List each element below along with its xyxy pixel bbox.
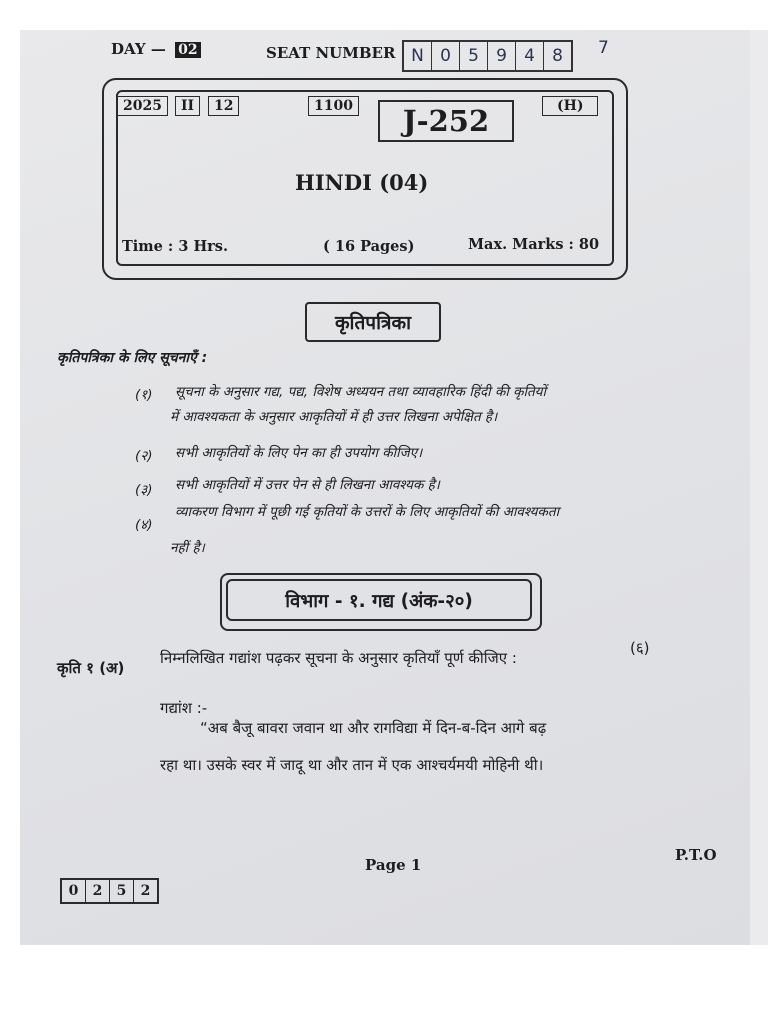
instruction-text: नहीं है। — [170, 540, 205, 556]
seat-digit: 8 — [552, 46, 563, 66]
page-count: ( 16 Pages) — [323, 238, 415, 255]
day-label: DAY — — [111, 40, 166, 58]
seat-number-boxes — [402, 40, 573, 72]
day-field — [111, 40, 201, 58]
seat-digit: 9 — [488, 42, 516, 70]
code-digit: 2 — [86, 880, 110, 902]
please-turn-over: P.T.O — [675, 846, 717, 864]
code-digit: 5 — [110, 880, 134, 902]
passage-text: “अब बैजू बावरा जवान था और रागविद्या में दिन-ब-दिन आगे बढ़ — [200, 719, 547, 737]
section-title: विभाग - १. गद्य (अंक-२०) — [226, 579, 532, 621]
seat-number-label: SEAT NUMBER — [266, 44, 396, 62]
exam-code-box: 1100 — [308, 96, 359, 116]
year-box: 2025 — [117, 96, 168, 116]
day-value: 02 — [175, 42, 200, 58]
page-number: Page 1 — [365, 856, 422, 874]
code-digit: 0 — [62, 880, 86, 902]
instruction-text: सूचना के अनुसार गद्य, पद्य, विशेष अध्ययन तथा व्यावहारिक हिंदी की कृतियों — [175, 384, 546, 400]
max-marks: Max. Marks : 80 — [468, 236, 600, 253]
passage-text: रहा था। उसके स्वर में जादू था और तान में एक आश्चर्यमयी मोहिनी थी। — [160, 756, 544, 774]
medium-box: (H) — [542, 96, 598, 116]
time-allowed: Time : 3 Hrs. — [122, 238, 229, 255]
question-paper-page — [20, 30, 750, 945]
date-box: 12 — [208, 96, 239, 116]
instruction-number: (४) — [135, 517, 153, 533]
passage-label: गद्यांश :- — [160, 699, 208, 717]
instructions-heading: कृतिपत्रिका के लिए सूचनाएँ : — [57, 350, 208, 366]
subject-title: HINDI (04) — [295, 170, 429, 195]
instruction-number: (१) — [135, 387, 153, 403]
seat-digit: 5 — [460, 42, 488, 70]
instruction-text: सभी आकृतियों के लिए पेन का ही उपयोग कीजिए। — [175, 445, 423, 461]
instruction-number: (३) — [135, 482, 153, 498]
question-label: कृति १ (अ) — [57, 659, 125, 677]
paper-code-boxes — [60, 878, 159, 904]
seat-digit-extra: 7 — [598, 38, 609, 58]
question-marks: (६) — [630, 639, 650, 657]
question-text: निम्नलिखित गद्यांश पढ़कर सूचना के अनुसार कृतियाँ पूर्ण कीजिए : — [160, 649, 517, 667]
instruction-number: (२) — [135, 448, 153, 464]
code-digit: 2 — [140, 883, 151, 899]
seat-digit: 4 — [516, 42, 544, 70]
seat-digit: 0 — [432, 42, 460, 70]
instruction-text: में आवश्यकता के अनुसार आकृतियों में ही उत्तर लिखना अपेक्षित है। — [170, 409, 498, 425]
activity-sheet-title: कृतिपत्रिका — [305, 302, 441, 342]
instruction-text: सभी आकृतियों में उत्तर पेन से ही लिखना आवश्यक है। — [175, 477, 440, 493]
paper-code: J-252 — [378, 100, 514, 142]
month-box: II — [175, 96, 200, 116]
instruction-text: व्याकरण विभाग में पूछी गई कृतियों के उत्तरों के लिए आकृतियों की आवश्यकता — [175, 504, 560, 520]
seat-digit: N — [404, 42, 432, 70]
